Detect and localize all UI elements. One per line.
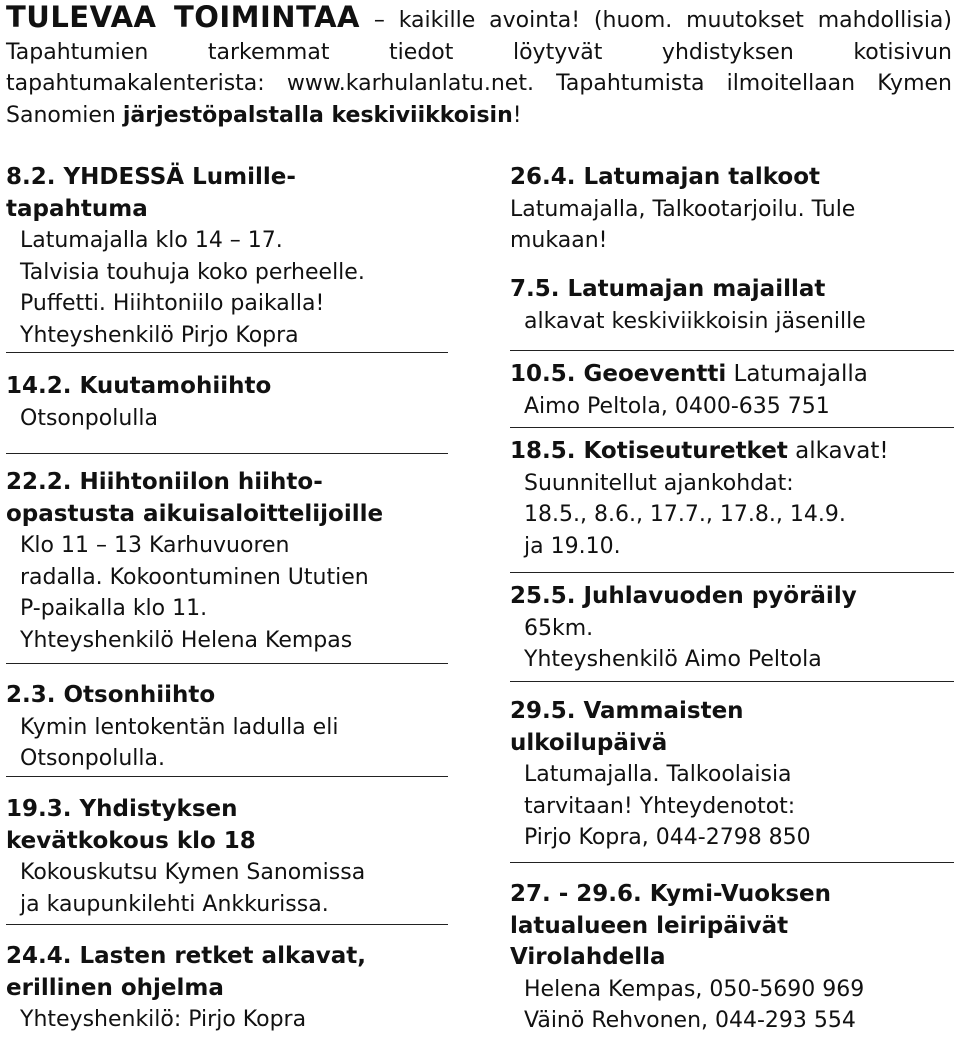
event-heading: 25.5. Juhlavuoden pyöräily: [510, 583, 857, 609]
event-kotiseuturetket: [510, 436, 954, 573]
event-heading: 10.5. Geoeventti Latumajalla: [510, 361, 868, 387]
event-lumille: [6, 162, 448, 353]
event-kevatkokous: [6, 794, 448, 925]
event-heading: 14.2. Kuutamohiihto: [6, 373, 272, 399]
intro-bold-text: järjestöpalstalla keskiviikkoisin: [122, 102, 513, 128]
event-heading: 24.4. Lasten retket alkavat, erillinen ohjelma: [6, 943, 367, 1001]
event-lasten-retket: [6, 941, 448, 1036]
event-heading: 29.5. Vammaisten ulkoilupäivä: [510, 698, 744, 756]
event-body: Latumajalla klo 14 – 17. Talvisia touhuja koko perheelle. Puffetti. Hiihtoniilo paikalla! Yhteyshenkilö Pirjo Kopra: [20, 228, 365, 348]
event-pyoraily: [510, 581, 954, 682]
event-body: Kokouskutsu Kymen Sanomissa ja kaupunkilehti Ankkurissa.: [20, 860, 366, 917]
event-geoeventti: [510, 359, 954, 428]
event-heading: 7.5. Latumajan majaillat: [510, 276, 826, 302]
event-body: Klo 11 – 13 Karhuvuoren radalla. Kokoontuminen Ututien P-paikalla klo 11. Yhteyshenkilö Helena Kempas: [20, 533, 369, 653]
event-body: Kymin lentokentän ladulla eli Otsonpolulla.: [20, 714, 339, 771]
intro-text: – kaikille avointa! (huom. muutokset mahdollisia) Tapahtumien tarkemmat tiedot löytyvät yhdistyksen kotisivun tapahtumakalenterista: www.karhulanlatu.net. Tapahtumista ilmoitellaan Kymen Sanomien: [6, 8, 952, 128]
event-heading: 18.5. Kotiseuturetket alkavat!: [510, 438, 889, 464]
event-body: Latumajalla, Talkootarjoilu. Tule mukaan!: [510, 196, 856, 253]
event-otsonhiihto: [6, 680, 448, 777]
event-hiihtoniilo: [6, 467, 448, 664]
event-majaillat: [510, 274, 954, 351]
intro-paragraph: [6, 2, 952, 131]
page-title: TULEVAA TOIMINTAA: [6, 0, 360, 34]
event-heading: 2.3. Otsonhiihto: [6, 682, 216, 708]
right-column: [510, 162, 954, 1037]
event-body: Otsonpolulla: [20, 405, 158, 431]
event-leiripaivat: [510, 879, 954, 1037]
event-body: Aimo Peltola, 0400-635 751: [524, 393, 830, 419]
event-body: Suunnitellut ajankohdat: 18.5., 8.6., 17.7., 17.8., 14.9. ja 19.10.: [524, 470, 846, 559]
event-heading: 8.2. YHDESSÄ Lumille- tapahtuma: [6, 164, 296, 222]
event-heading: 22.2. Hiihtoniilon hiihto- opastusta aikuisaloittelijoille: [6, 469, 384, 527]
event-body: Yhteyshenkilö: Pirjo Kopra: [20, 1007, 307, 1032]
event-heading: 26.4. Latumajan talkoot: [510, 164, 820, 190]
event-kuutamohiihto: [6, 371, 448, 454]
event-body: 65km. Yhteyshenkilö Aimo Peltola: [524, 615, 822, 672]
event-talkoot: [510, 162, 954, 274]
event-heading: 19.3. Yhdistyksen kevätkokous klo 18: [6, 796, 256, 854]
event-body: alkavat keskiviikkoisin jäsenille: [524, 308, 866, 334]
event-body: Helena Kempas, 050-5690 969 Väinö Rehvonen, 044-293 554: [524, 976, 865, 1033]
event-heading: 27. - 29.6. Kymi-Vuoksen latualueen leiripäivät Virolahdella: [510, 881, 831, 970]
intro-text-end: !: [512, 102, 522, 128]
left-column: [6, 162, 448, 1036]
event-ulkoilupaiva: [510, 696, 954, 863]
event-body: Latumajalla. Talkoolaisia tarvitaan! Yhteydenotot: Pirjo Kopra, 044-2798 850: [524, 762, 811, 850]
